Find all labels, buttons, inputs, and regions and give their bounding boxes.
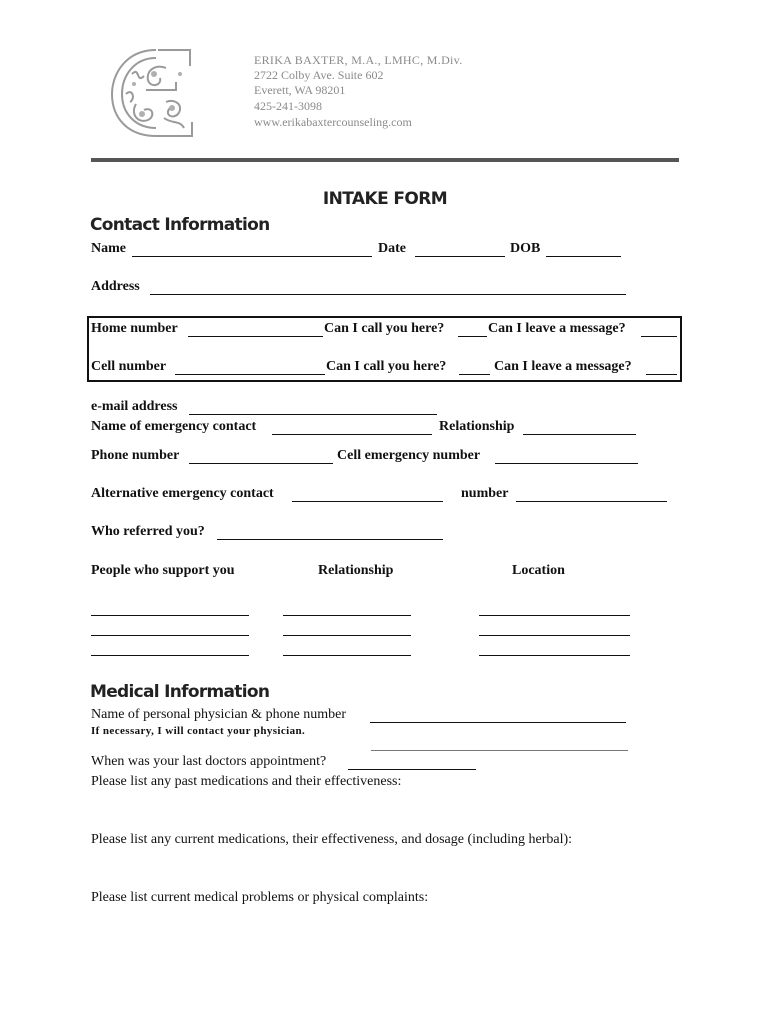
support-relationship-field[interactable]: [283, 615, 411, 616]
name-label: Name: [91, 241, 126, 256]
email-label: e-mail address: [91, 399, 178, 414]
support-relationship-header: Relationship: [318, 563, 394, 578]
physician-field[interactable]: [370, 722, 626, 723]
last-appointment-label: When was your last doctors appointment?: [91, 754, 327, 769]
header-website: www.erikabaxtercounseling.com: [254, 115, 412, 129]
cell-can-call-field[interactable]: [459, 374, 490, 375]
emergency-relationship-field[interactable]: [523, 434, 636, 435]
referred-label: Who referred you?: [91, 524, 205, 539]
emergency-relationship-label: Relationship: [439, 419, 515, 434]
home-can-call-field[interactable]: [458, 336, 487, 337]
header-phone: 425-241-3098: [254, 99, 322, 113]
home-number-field[interactable]: [188, 336, 323, 337]
cell-number-label: Cell number: [91, 359, 167, 374]
phone-number-field[interactable]: [189, 463, 333, 464]
contact-heading: Contact Information: [90, 215, 270, 235]
support-people-header: People who support you: [91, 563, 235, 578]
last-appointment-field[interactable]: [348, 769, 476, 770]
home-can-leave-label: Can I leave a message?: [488, 321, 626, 336]
ornamental-e-logo-icon: [106, 44, 198, 140]
physician-note: If necessary, I will contact your physician.: [91, 725, 306, 737]
header-divider: [91, 158, 679, 162]
alt-emergency-field[interactable]: [292, 501, 443, 502]
cell-can-call-label: Can I call you here?: [326, 359, 447, 374]
cell-can-leave-label: Can I leave a message?: [494, 359, 632, 374]
referred-field[interactable]: [217, 539, 443, 540]
address-label: Address: [91, 279, 140, 294]
cell-can-leave-field[interactable]: [646, 374, 677, 375]
form-title: INTAKE FORM: [322, 189, 448, 209]
support-person-field[interactable]: [91, 655, 249, 656]
date-label: Date: [378, 241, 406, 256]
emergency-contact-label: Name of emergency contact: [91, 419, 257, 434]
cell-emergency-label: Cell emergency number: [337, 448, 481, 463]
medical-problems-label: Please list current medical problems or physical complaints:: [91, 890, 429, 905]
address-line-2: Everett, WA 98201: [254, 83, 346, 97]
cell-number-field[interactable]: [175, 374, 325, 375]
name-field[interactable]: [132, 256, 372, 257]
home-can-call-label: Can I call you here?: [324, 321, 445, 336]
email-field[interactable]: [189, 414, 437, 415]
home-number-label: Home number: [91, 321, 178, 336]
cell-emergency-field[interactable]: [495, 463, 638, 464]
alt-number-label: number: [461, 486, 509, 501]
address-line-1: 2722 Colby Ave. Suite 602: [254, 68, 384, 82]
practitioner-name: ERIKA BAXTER, M.A., LMHC, M.Div.: [254, 53, 463, 67]
physician-field-2[interactable]: [371, 750, 628, 751]
address-field[interactable]: [150, 294, 626, 295]
dob-field[interactable]: [546, 256, 621, 257]
support-person-field[interactable]: [91, 635, 249, 636]
support-person-field[interactable]: [91, 615, 249, 616]
support-location-field[interactable]: [479, 655, 630, 656]
medical-heading: Medical Information: [90, 682, 270, 702]
phone-number-label: Phone number: [91, 448, 180, 463]
alt-emergency-label: Alternative emergency contact: [91, 486, 274, 501]
home-can-leave-field[interactable]: [641, 336, 677, 337]
support-relationship-field[interactable]: [283, 655, 411, 656]
physician-label: Name of personal physician & phone number: [91, 707, 347, 722]
support-location-field[interactable]: [479, 635, 630, 636]
past-medications-label: Please list any past medications and their effectiveness:: [91, 774, 402, 789]
current-medications-label: Please list any current medications, their effectiveness, and dosage (including herbal):: [91, 832, 573, 847]
dob-label: DOB: [510, 241, 541, 256]
support-relationship-field[interactable]: [283, 635, 411, 636]
emergency-contact-field[interactable]: [272, 434, 432, 435]
date-field[interactable]: [415, 256, 505, 257]
support-location-header: Location: [512, 563, 565, 578]
alt-number-field[interactable]: [516, 501, 667, 502]
support-location-field[interactable]: [479, 615, 630, 616]
